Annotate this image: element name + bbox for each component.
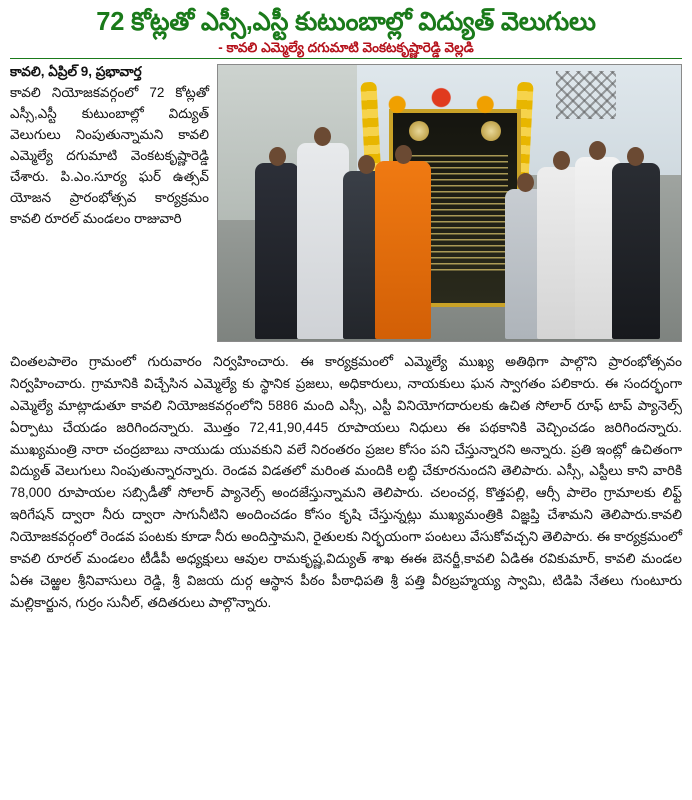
- inauguration-photograph: [217, 64, 682, 342]
- photo-person-saffron-robe: [375, 161, 431, 339]
- article-lead-paragraph: కావలి నియోజకవర్గంలో 72 కోట్లతో ఎస్సీ,ఎస్టీ కుటుంబాల్లో విద్యుత్ వెలుగులు నింపుతున్నామని కావలి ఎమ్మెల్యే దగుమాటి వెంకటకృష్ణారెడ్డి చేశారు. పి.ఎం.సూర్య ఘర్ ఉత్సవ్ యోజన ప్రారంభోత్సవ కార్యక్రమం కావలి రూరల్ మండలం రాజువారి: [10, 85, 209, 226]
- plaque-seal-left: [409, 121, 429, 141]
- photo-person: [612, 163, 660, 339]
- header-divider: [10, 58, 682, 59]
- photo-person-head: [589, 141, 606, 160]
- photo-flower-garland: [362, 84, 538, 118]
- photo-person-head: [395, 145, 412, 164]
- photo-person-head: [553, 151, 570, 170]
- photo-person: [255, 163, 299, 339]
- subheadline: - కావలి ఎమ్మెల్యే దగుమాటి వెంకటకృష్ణారెడ్డి వెల్లడి: [218, 39, 474, 55]
- photo-transmission-tower: [556, 71, 616, 119]
- article-body: [10, 351, 682, 613]
- photo-person-head: [269, 147, 286, 166]
- page-title: 72 కోట్లతో ఎస్సీ,ఎస్టీ కుటుంబాల్లో విద్యుత్ వెలుగులు: [96, 8, 596, 36]
- photo-person-head: [358, 155, 375, 174]
- article-top-block: [10, 64, 682, 347]
- photo-person-head: [517, 173, 534, 192]
- article-body-paragraph: చింతలపాలెం గ్రామంలో గురువారం నిర్వహించారు. ఈ కార్యక్రమంలో ఎమ్మెల్యే ముఖ్య అతిథిగా పాల్గొని ప్రారంభోత్సవం నిర్వహించారు. గ్రామానికి విచ్చేసిన ఎమ్మెల్యే కు స్థానిక ప్రజలు, అధికారులు, నాయకులు ఘన స్వాగతం పలికారు. ఈ సందర్భంగా ఎమ్మెల్యే మాట్లాడుతూ కావలి నియోజకవర్గంలోని 5886 మంది ఎస్సీ, ఎస్టీ వినియోగదారులకు ఉచిత సోలార్ రూఫ్ టాప్ ప్యానెల్స్ ఏర్పాటు చేయడం జరిగిందన్నారు. మొత్తం 72,41,90,445 రూపాయలు నిధులు ఈ పథకానికి వెచ్చించడం జరిగిందన్నారు. ముఖ్యమంత్రి నారా చంద్రబాబు నాయుడు యువకుని వలే నిరంతరం ప్రజల కోసం పని చేస్తున్నారని అన్నారు. ప్రతి ఇంట్లో ఉచితంగా విద్యుత్ వెలుగులు నింపుతున్నారన్నారు. రెండవ విడతలో మరింత మందికి లబ్ధి చేకూరనుందని తెలిపారు. ఎస్సీ, ఎస్టీలు కాని వారికి 78,000 రూపాయల సబ్సిడీతో సోలార్ ప్యానెల్స్ అందజేస్తున్నామని తెలిపారు. చలంచర్ల, కొత్తపల్లి, ఆర్సీ పాలెం గ్రామాలకు లిఫ్ట్ ఇరిగేషన్ ద్వారా నీరు ద్వారా సాగునీటిని అందించడం కోసం కృషి చేస్తున్నట్లు ముఖ్యమంత్రికి విజ్ఞప్తి చేశామని తెలిపారు.కావలి నియోజకవర్గంలో రెండవ పంటకు కూడా నీరు అందిస్తామని, రైతులకు నిర్భయంగా పంటలు వేసుకోవచ్చని తెలిపారు. ఈ కార్యక్రమంలో కావలి రూరల్ మండలం టీడీపీ అధ్యక్షులు ఆవుల రామకృష్ణ,విద్యుత్ శాఖ ఈఈ బెనర్జీ,కావలి ఏడిఈ రవికుమార్, కావలి మండల ఏఈ చెఱ్ఱల శ్రీనివాసులు రెడ్డి, శ్రీ విజయ దుర్గ ఆస్థాన పీఠం పీఠాధిపతి శ్రీ పత్తి వీరబ్రహ్మయ్య స్వామి, టిడిపి నేతలు గుంటూరు మల్లికార్జున, గుర్రం సునీల్, తదితరులు పాల్గొన్నారు.: [10, 354, 682, 610]
- photo-person: [297, 143, 349, 339]
- plaque-seal-right: [481, 121, 501, 141]
- photo-person-head: [627, 147, 644, 166]
- dateline: కావలి, ఏప్రిల్ 9, ప్రభావార్త: [10, 64, 142, 80]
- photo-person-head: [314, 127, 331, 146]
